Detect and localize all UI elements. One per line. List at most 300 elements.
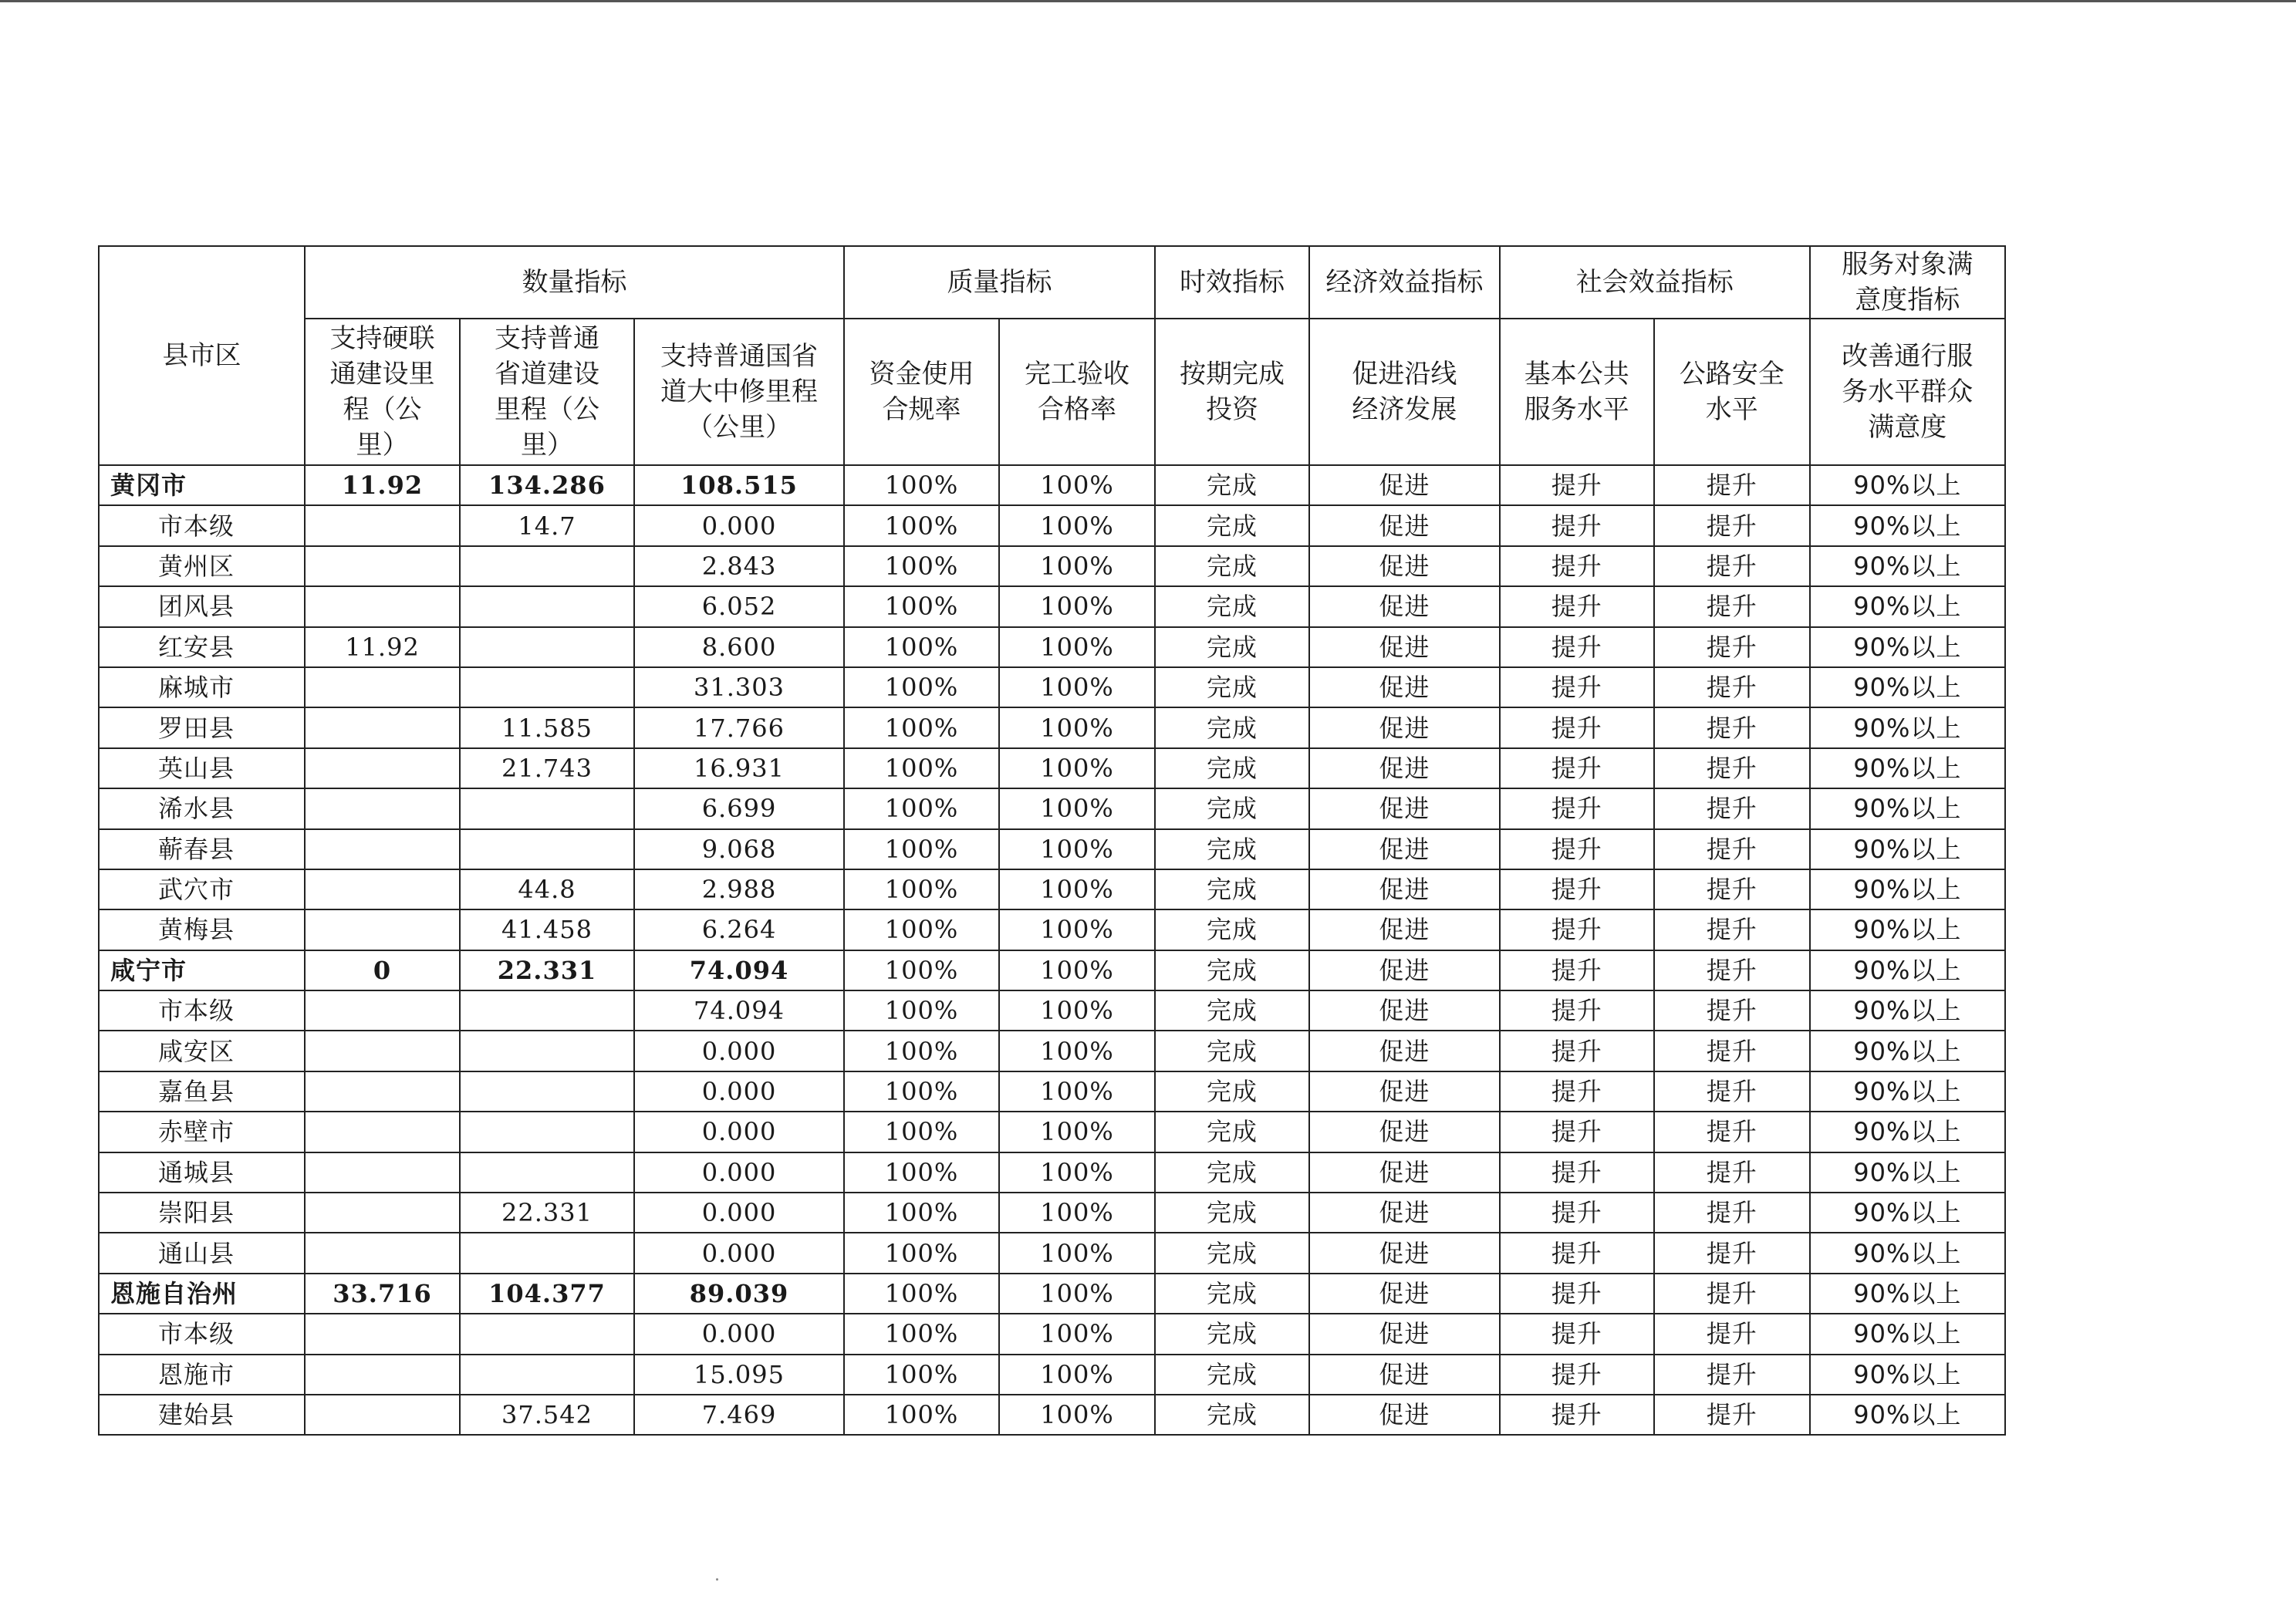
district-name: 黄州区 [99, 546, 305, 586]
provincial-road-km-cell [460, 627, 634, 667]
on-time-cell: 完成 [1155, 1314, 1309, 1354]
district-name: 红安县 [99, 627, 305, 667]
road-safety-cell: 提升 [1654, 1193, 1810, 1233]
fund-compliance-cell: 100% [844, 950, 999, 990]
acceptance-rate-cell: 100% [999, 1395, 1155, 1435]
district-name: 黄梅县 [99, 909, 305, 950]
economic-cell: 促进 [1309, 1395, 1500, 1435]
fund-compliance-cell: 100% [844, 1193, 999, 1233]
public-service-cell: 提升 [1500, 707, 1654, 747]
hard-link-km-cell [305, 788, 460, 828]
on-time-cell: 完成 [1155, 1112, 1309, 1152]
road-safety-cell: 提升 [1654, 1031, 1810, 1071]
hard-link-km-cell: 11.92 [305, 627, 460, 667]
road-safety-cell: 提升 [1654, 748, 1810, 788]
fund-compliance-cell: 100% [844, 909, 999, 950]
fund-compliance-cell: 100% [844, 546, 999, 586]
acceptance-rate-cell: 100% [999, 869, 1155, 909]
provincial-road-km-cell [460, 990, 634, 1031]
header-col-satisfaction-text: 改善通行服务水平群众满意度 [1842, 341, 1974, 443]
district-row [99, 748, 2005, 788]
header-col-fund-compliance-rate [844, 319, 999, 465]
major-repair-km-cell: 0.000 [634, 1193, 844, 1233]
economic-cell: 促进 [1309, 950, 1500, 990]
acceptance-rate-cell: 100% [999, 465, 1155, 505]
hard-link-km-cell: 11.92 [305, 465, 460, 505]
public-service-cell: 提升 [1500, 667, 1654, 707]
acceptance-rate-cell: 100% [999, 667, 1155, 707]
fund-compliance-cell: 100% [844, 1274, 999, 1314]
economic-cell: 促进 [1309, 586, 1500, 626]
hard-link-km-cell [305, 1193, 460, 1233]
district-row [99, 1395, 2005, 1435]
road-safety-cell: 提升 [1654, 869, 1810, 909]
economic-cell: 促进 [1309, 1071, 1500, 1112]
header-col-fund-compliance-rate-text: 资金使用合规率 [869, 359, 974, 425]
acceptance-rate-cell: 100% [999, 748, 1155, 788]
economic-cell: 促进 [1309, 1112, 1500, 1152]
hard-link-km-cell [305, 1152, 460, 1193]
fund-compliance-cell: 100% [844, 1314, 999, 1354]
acceptance-rate-cell: 100% [999, 950, 1155, 990]
district-row [99, 829, 2005, 869]
district-row [99, 1031, 2005, 1071]
hard-link-km-cell [305, 1355, 460, 1395]
header-col-acceptance-pass-rate-text: 完工验收合格率 [1024, 359, 1129, 425]
satisfaction-cell: 90%以上 [1810, 788, 2005, 828]
provincial-road-km-cell [460, 546, 634, 586]
public-service-cell: 提升 [1500, 829, 1654, 869]
provincial-road-km-cell: 21.743 [460, 748, 634, 788]
district-row [99, 627, 2005, 667]
public-service-cell: 提升 [1500, 1274, 1654, 1314]
road-safety-cell: 提升 [1654, 627, 1810, 667]
hard-link-km-cell [305, 1233, 460, 1273]
on-time-cell: 完成 [1155, 829, 1309, 869]
performance-indicator-table [98, 245, 2006, 1436]
public-service-cell: 提升 [1500, 505, 1654, 545]
economic-cell: 促进 [1309, 829, 1500, 869]
major-repair-km-cell: 2.988 [634, 869, 844, 909]
public-service-cell: 提升 [1500, 1071, 1654, 1112]
header-group-economic [1309, 246, 1500, 319]
economic-cell: 促进 [1309, 1152, 1500, 1193]
public-service-cell: 提升 [1500, 1152, 1654, 1193]
major-repair-km-cell: 0.000 [634, 505, 844, 545]
on-time-cell: 完成 [1155, 1071, 1309, 1112]
on-time-cell: 完成 [1155, 1233, 1309, 1273]
public-service-cell: 提升 [1500, 1355, 1654, 1395]
major-repair-km-cell: 2.843 [634, 546, 844, 586]
header-district: 县市区 [99, 246, 305, 465]
hard-link-km-cell [305, 707, 460, 747]
acceptance-rate-cell: 100% [999, 1193, 1155, 1233]
district-row [99, 707, 2005, 747]
on-time-cell: 完成 [1155, 869, 1309, 909]
on-time-cell: 完成 [1155, 1031, 1309, 1071]
on-time-cell: 完成 [1155, 707, 1309, 747]
satisfaction-cell: 90%以上 [1810, 1193, 2005, 1233]
on-time-cell: 完成 [1155, 950, 1309, 990]
public-service-cell: 提升 [1500, 1395, 1654, 1435]
scan-top-border [0, 0, 2296, 2]
public-service-cell: 提升 [1500, 1193, 1654, 1233]
major-repair-km-cell: 8.600 [634, 627, 844, 667]
economic-cell: 促进 [1309, 1031, 1500, 1071]
header-col-hard-link-km [305, 319, 460, 465]
provincial-road-km-cell: 14.7 [460, 505, 634, 545]
satisfaction-cell: 90%以上 [1810, 1152, 2005, 1193]
provincial-road-km-cell: 37.542 [460, 1395, 634, 1435]
district-name: 蕲春县 [99, 829, 305, 869]
public-service-cell: 提升 [1500, 546, 1654, 586]
acceptance-rate-cell: 100% [999, 505, 1155, 545]
satisfaction-cell: 90%以上 [1810, 990, 2005, 1031]
satisfaction-cell: 90%以上 [1810, 546, 2005, 586]
district-name: 通山县 [99, 1233, 305, 1273]
major-repair-km-cell: 6.699 [634, 788, 844, 828]
economic-cell: 促进 [1309, 627, 1500, 667]
major-repair-km-cell: 7.469 [634, 1395, 844, 1435]
hard-link-km-cell [305, 667, 460, 707]
satisfaction-cell: 90%以上 [1810, 505, 2005, 545]
city-row [99, 465, 2005, 505]
public-service-cell: 提升 [1500, 788, 1654, 828]
major-repair-km-cell: 0.000 [634, 1314, 844, 1354]
district-name: 团风县 [99, 586, 305, 626]
provincial-road-km-cell [460, 788, 634, 828]
district-name: 浠水县 [99, 788, 305, 828]
public-service-cell: 提升 [1500, 1233, 1654, 1273]
road-safety-cell: 提升 [1654, 909, 1810, 950]
major-repair-km-cell: 108.515 [634, 465, 844, 505]
hard-link-km-cell [305, 1395, 460, 1435]
fund-compliance-cell: 100% [844, 1395, 999, 1435]
satisfaction-cell: 90%以上 [1810, 1274, 2005, 1314]
satisfaction-cell: 90%以上 [1810, 869, 2005, 909]
hard-link-km-cell [305, 546, 460, 586]
provincial-road-km-cell [460, 1031, 634, 1071]
satisfaction-cell: 90%以上 [1810, 1355, 2005, 1395]
district-name: 崇阳县 [99, 1193, 305, 1233]
district-name: 通城县 [99, 1152, 305, 1193]
city-row [99, 950, 2005, 990]
hard-link-km-cell [305, 1314, 460, 1354]
header-col-hard-link-km-text: 支持硬联通建设里程（公里） [329, 323, 435, 461]
satisfaction-cell: 90%以上 [1810, 950, 2005, 990]
header-col-public-service-level [1500, 319, 1654, 465]
provincial-road-km-cell: 134.286 [460, 465, 634, 505]
public-service-cell: 提升 [1500, 1112, 1654, 1152]
economic-cell: 促进 [1309, 1274, 1500, 1314]
provincial-road-km-cell: 41.458 [460, 909, 634, 950]
header-group-timeliness: 时效指标 [1155, 246, 1309, 319]
provincial-road-km-cell [460, 667, 634, 707]
header-col-public-service-level-text: 基本公共服务水平 [1524, 359, 1629, 425]
district-row [99, 1112, 2005, 1152]
provincial-road-km-cell: 22.331 [460, 1193, 634, 1233]
provincial-road-km-cell [460, 1233, 634, 1273]
provincial-road-km-cell [460, 1071, 634, 1112]
hard-link-km-cell [305, 1112, 460, 1152]
header-group-satisfaction-text: 服务对象满意度指标 [1842, 249, 1974, 315]
satisfaction-cell: 90%以上 [1810, 909, 2005, 950]
public-service-cell: 提升 [1500, 869, 1654, 909]
acceptance-rate-cell: 100% [999, 586, 1155, 626]
district-name: 建始县 [99, 1395, 305, 1435]
header-col-provincial-road-km [460, 319, 634, 465]
district-name: 市本级 [99, 1314, 305, 1354]
district-name: 罗田县 [99, 707, 305, 747]
acceptance-rate-cell: 100% [999, 627, 1155, 667]
satisfaction-cell: 90%以上 [1810, 1031, 2005, 1071]
acceptance-rate-cell: 100% [999, 707, 1155, 747]
major-repair-km-cell: 15.095 [634, 1355, 844, 1395]
satisfaction-cell: 90%以上 [1810, 667, 2005, 707]
road-safety-cell: 提升 [1654, 1314, 1810, 1354]
district-name: 恩施市 [99, 1355, 305, 1395]
header-col-major-repair-km-text: 支持普通国省道大中修里程（公里） [660, 341, 818, 443]
district-name: 市本级 [99, 990, 305, 1031]
road-safety-cell: 提升 [1654, 1395, 1810, 1435]
provincial-road-km-cell [460, 1314, 634, 1354]
header-group-satisfaction [1810, 246, 2005, 319]
on-time-cell: 完成 [1155, 1193, 1309, 1233]
district-name: 咸安区 [99, 1031, 305, 1071]
on-time-cell: 完成 [1155, 788, 1309, 828]
district-name: 麻城市 [99, 667, 305, 707]
district-row [99, 990, 2005, 1031]
satisfaction-cell: 90%以上 [1810, 586, 2005, 626]
provincial-road-km-cell [460, 586, 634, 626]
fund-compliance-cell: 100% [844, 505, 999, 545]
header-col-road-safety-level-text: 公路安全水平 [1679, 359, 1784, 425]
header-group-quality: 质量指标 [844, 246, 1155, 319]
major-repair-km-cell: 0.000 [634, 1031, 844, 1071]
major-repair-km-cell: 89.039 [634, 1274, 844, 1314]
header-group-quantity: 数量指标 [305, 246, 844, 319]
district-row [99, 869, 2005, 909]
road-safety-cell: 提升 [1654, 586, 1810, 626]
major-repair-km-cell: 6.264 [634, 909, 844, 950]
hard-link-km-cell [305, 748, 460, 788]
district-name: 嘉鱼县 [99, 1071, 305, 1112]
header-group-economic-text: 经济效益指标 [1325, 267, 1484, 298]
acceptance-rate-cell: 100% [999, 990, 1155, 1031]
provincial-road-km-cell [460, 1112, 634, 1152]
road-safety-cell: 提升 [1654, 465, 1810, 505]
hard-link-km-cell [305, 505, 460, 545]
road-safety-cell: 提升 [1654, 707, 1810, 747]
economic-cell: 促进 [1309, 990, 1500, 1031]
road-safety-cell: 提升 [1654, 829, 1810, 869]
economic-cell: 促进 [1309, 546, 1500, 586]
fund-compliance-cell: 100% [844, 586, 999, 626]
acceptance-rate-cell: 100% [999, 546, 1155, 586]
hard-link-km-cell [305, 829, 460, 869]
acceptance-rate-cell: 100% [999, 1274, 1155, 1314]
on-time-cell: 完成 [1155, 505, 1309, 545]
fund-compliance-cell: 100% [844, 869, 999, 909]
header-col-economic-development-text: 促进沿线经济发展 [1352, 359, 1457, 425]
on-time-cell: 完成 [1155, 586, 1309, 626]
road-safety-cell: 提升 [1654, 546, 1810, 586]
economic-cell: 促进 [1309, 869, 1500, 909]
public-service-cell: 提升 [1500, 1314, 1654, 1354]
economic-cell: 促进 [1309, 1314, 1500, 1354]
district-name: 英山县 [99, 748, 305, 788]
on-time-cell: 完成 [1155, 1395, 1309, 1435]
public-service-cell: 提升 [1500, 627, 1654, 667]
economic-cell: 促进 [1309, 1233, 1500, 1273]
acceptance-rate-cell: 100% [999, 1112, 1155, 1152]
road-safety-cell: 提升 [1654, 1112, 1810, 1152]
public-service-cell: 提升 [1500, 1031, 1654, 1071]
public-service-cell: 提升 [1500, 909, 1654, 950]
satisfaction-cell: 90%以上 [1810, 1395, 2005, 1435]
acceptance-rate-cell: 100% [999, 1071, 1155, 1112]
major-repair-km-cell: 74.094 [634, 990, 844, 1031]
district-name: 黄冈市 [99, 465, 305, 505]
major-repair-km-cell: 0.000 [634, 1071, 844, 1112]
economic-cell: 促进 [1309, 1193, 1500, 1233]
hard-link-km-cell [305, 869, 460, 909]
public-service-cell: 提升 [1500, 465, 1654, 505]
road-safety-cell: 提升 [1654, 1274, 1810, 1314]
major-repair-km-cell: 31.303 [634, 667, 844, 707]
satisfaction-cell: 90%以上 [1810, 627, 2005, 667]
satisfaction-cell: 90%以上 [1810, 1314, 2005, 1354]
on-time-cell: 完成 [1155, 1274, 1309, 1314]
fund-compliance-cell: 100% [844, 1071, 999, 1112]
acceptance-rate-cell: 100% [999, 1314, 1155, 1354]
economic-cell: 促进 [1309, 748, 1500, 788]
hard-link-km-cell [305, 909, 460, 950]
provincial-road-km-cell: 22.331 [460, 950, 634, 990]
acceptance-rate-cell: 100% [999, 1152, 1155, 1193]
on-time-cell: 完成 [1155, 990, 1309, 1031]
hard-link-km-cell [305, 586, 460, 626]
economic-cell: 促进 [1309, 707, 1500, 747]
fund-compliance-cell: 100% [844, 748, 999, 788]
public-service-cell: 提升 [1500, 950, 1654, 990]
header-col-satisfaction [1810, 319, 2005, 465]
road-safety-cell: 提升 [1654, 1071, 1810, 1112]
district-name: 武穴市 [99, 869, 305, 909]
economic-cell: 促进 [1309, 465, 1500, 505]
district-name: 市本级 [99, 505, 305, 545]
provincial-road-km-cell [460, 829, 634, 869]
district-row [99, 1314, 2005, 1354]
road-safety-cell: 提升 [1654, 1152, 1810, 1193]
district-row [99, 505, 2005, 545]
district-row [99, 909, 2005, 950]
fund-compliance-cell: 100% [844, 990, 999, 1031]
scan-speck [716, 1578, 718, 1581]
acceptance-rate-cell: 100% [999, 829, 1155, 869]
on-time-cell: 完成 [1155, 627, 1309, 667]
major-repair-km-cell: 6.052 [634, 586, 844, 626]
district-name: 咸宁市 [99, 950, 305, 990]
on-time-cell: 完成 [1155, 909, 1309, 950]
district-row [99, 1193, 2005, 1233]
acceptance-rate-cell: 100% [999, 909, 1155, 950]
hard-link-km-cell: 33.716 [305, 1274, 460, 1314]
major-repair-km-cell: 17.766 [634, 707, 844, 747]
district-row [99, 1071, 2005, 1112]
economic-cell: 促进 [1309, 909, 1500, 950]
header-col-economic-development [1309, 319, 1500, 465]
provincial-road-km-cell: 11.585 [460, 707, 634, 747]
on-time-cell: 完成 [1155, 546, 1309, 586]
road-safety-cell: 提升 [1654, 505, 1810, 545]
district-row [99, 1233, 2005, 1273]
satisfaction-cell: 90%以上 [1810, 465, 2005, 505]
satisfaction-cell: 90%以上 [1810, 748, 2005, 788]
district-row [99, 546, 2005, 586]
public-service-cell: 提升 [1500, 990, 1654, 1031]
major-repair-km-cell: 0.000 [634, 1152, 844, 1193]
economic-cell: 促进 [1309, 667, 1500, 707]
acceptance-rate-cell: 100% [999, 1233, 1155, 1273]
header-col-on-time-investment-text: 按期完成投资 [1179, 359, 1285, 425]
major-repair-km-cell: 0.000 [634, 1112, 844, 1152]
satisfaction-cell: 90%以上 [1810, 1071, 2005, 1112]
fund-compliance-cell: 100% [844, 1355, 999, 1395]
fund-compliance-cell: 100% [844, 1031, 999, 1071]
economic-cell: 促进 [1309, 1355, 1500, 1395]
header-group-social: 社会效益指标 [1500, 246, 1810, 319]
provincial-road-km-cell [460, 1355, 634, 1395]
major-repair-km-cell: 9.068 [634, 829, 844, 869]
header-col-on-time-investment [1155, 319, 1309, 465]
on-time-cell: 完成 [1155, 667, 1309, 707]
road-safety-cell: 提升 [1654, 788, 1810, 828]
fund-compliance-cell: 100% [844, 788, 999, 828]
header-col-road-safety-level [1654, 319, 1810, 465]
road-safety-cell: 提升 [1654, 990, 1810, 1031]
road-safety-cell: 提升 [1654, 667, 1810, 707]
fund-compliance-cell: 100% [844, 1152, 999, 1193]
on-time-cell: 完成 [1155, 465, 1309, 505]
public-service-cell: 提升 [1500, 586, 1654, 626]
acceptance-rate-cell: 100% [999, 1355, 1155, 1395]
economic-cell: 促进 [1309, 505, 1500, 545]
fund-compliance-cell: 100% [844, 707, 999, 747]
header-col-provincial-road-km-text: 支持普通省道建设里程（公里） [494, 323, 599, 461]
header-col-acceptance-pass-rate [999, 319, 1155, 465]
provincial-road-km-cell: 44.8 [460, 869, 634, 909]
district-name: 赤壁市 [99, 1112, 305, 1152]
road-safety-cell: 提升 [1654, 950, 1810, 990]
satisfaction-cell: 90%以上 [1810, 1233, 2005, 1273]
acceptance-rate-cell: 100% [999, 788, 1155, 828]
acceptance-rate-cell: 100% [999, 1031, 1155, 1071]
public-service-cell: 提升 [1500, 748, 1654, 788]
fund-compliance-cell: 100% [844, 465, 999, 505]
hard-link-km-cell [305, 990, 460, 1031]
road-safety-cell: 提升 [1654, 1355, 1810, 1395]
major-repair-km-cell: 0.000 [634, 1233, 844, 1273]
on-time-cell: 完成 [1155, 1152, 1309, 1193]
hard-link-km-cell [305, 1071, 460, 1112]
on-time-cell: 完成 [1155, 1355, 1309, 1395]
fund-compliance-cell: 100% [844, 829, 999, 869]
satisfaction-cell: 90%以上 [1810, 829, 2005, 869]
fund-compliance-cell: 100% [844, 1233, 999, 1273]
district-row [99, 1355, 2005, 1395]
fund-compliance-cell: 100% [844, 1112, 999, 1152]
